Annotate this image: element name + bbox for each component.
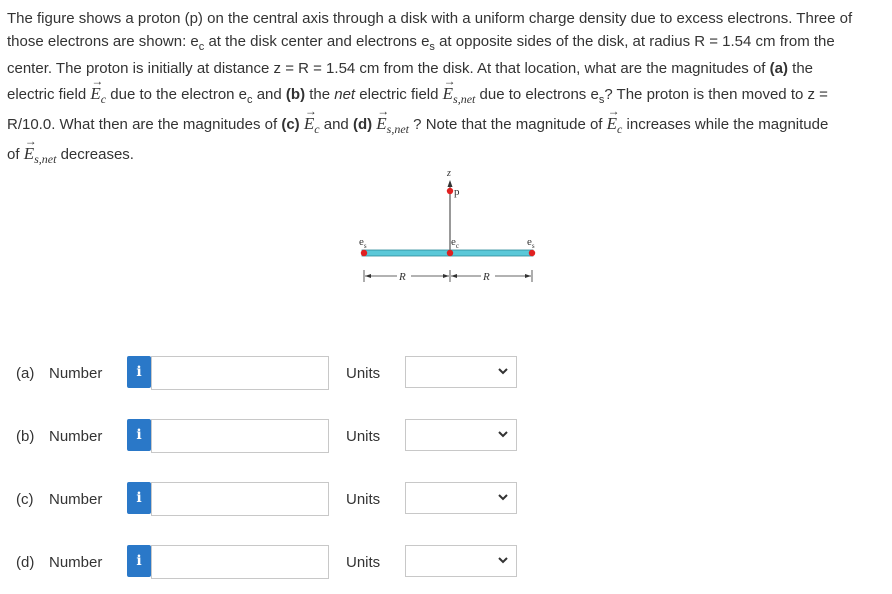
part-label: (c) <box>16 491 34 508</box>
question-line-1: The figure shows a proton (p) on the central axis through a disk with a uniform charge density due to excess electrons. Three of <box>7 10 853 27</box>
answer-row-c <box>16 482 516 516</box>
vector-E-snet: → E <box>23 133 37 163</box>
units-select-d[interactable] <box>405 545 517 577</box>
answer-row-b <box>16 419 516 453</box>
chevron-down-icon <box>496 364 510 378</box>
answer-input-a[interactable] <box>151 356 329 390</box>
units-label: Units <box>346 365 381 382</box>
electron-left-label: $e_s$ <box>359 236 367 250</box>
units-select-c[interactable] <box>405 482 517 514</box>
dimension-arrow <box>451 274 457 278</box>
proton <box>447 188 453 194</box>
info-icon[interactable]: i <box>127 545 151 577</box>
number-label: Number <box>49 365 103 382</box>
question-line-4: electric field → $E_c$ due to the electron $e_c$ and (b) the net electric field → $E_{s,net}$ due to electrons $e_s$? The proton is then moved to z = <box>7 73 828 106</box>
proton-label: p <box>454 186 460 198</box>
electron-left <box>361 250 367 256</box>
radius-label-left: R <box>399 271 406 283</box>
question-text <box>7 8 885 171</box>
dimension-arrow <box>365 274 371 278</box>
answer-row-d <box>16 545 516 579</box>
z-axis-label: z <box>447 168 451 179</box>
number-label: Number <box>49 554 103 571</box>
vector-E-snet: → E <box>376 104 390 134</box>
chevron-down-icon <box>496 427 510 441</box>
disk-figure <box>355 166 545 291</box>
part-label: (d) <box>16 554 35 571</box>
part-label: (a) <box>16 365 35 382</box>
z-axis-arrowhead <box>448 180 453 187</box>
question-line-2: those electrons are shown: $e_c$ at the disk center and electrons $e_s$ at opposite sides of the disk, at radius R = 1.54 cm from the <box>7 32 835 53</box>
units-label: Units <box>346 428 381 445</box>
electron-right-label: $e_s$ <box>527 236 535 250</box>
answer-input-b[interactable] <box>151 419 329 453</box>
dimension-arrow <box>443 274 449 278</box>
answer-row-a <box>16 356 516 390</box>
answer-input-c[interactable] <box>151 482 329 516</box>
units-select-a[interactable] <box>405 356 517 388</box>
vector-E-c: → E <box>606 104 620 134</box>
vector-E-snet: → E <box>442 73 456 103</box>
electron-center <box>447 250 453 256</box>
vector-E-c: → E <box>303 104 317 134</box>
radius-label-right: R <box>483 271 490 283</box>
units-label: Units <box>346 491 381 508</box>
info-icon[interactable]: i <box>127 482 151 514</box>
question-line-6: of → $E_{s,net}$ decreases. <box>7 133 134 166</box>
units-select-b[interactable] <box>405 419 517 451</box>
chevron-down-icon <box>496 553 510 567</box>
number-label: Number <box>49 428 103 445</box>
part-label: (b) <box>16 428 35 445</box>
info-icon[interactable]: i <box>127 419 151 451</box>
question-line-5: R/10.0. What then are the magnitudes of (c) → $E_c$ and (d) → $E_{s,net}$ ? Note that the magnitude of → $E_c$ increases while the magnitude <box>7 104 829 137</box>
number-label: Number <box>49 491 103 508</box>
electron-right <box>529 250 535 256</box>
units-label: Units <box>346 554 381 571</box>
vector-E-c: → E <box>90 73 104 103</box>
chevron-down-icon <box>496 490 510 504</box>
electron-center-label: $e_c$ <box>451 236 459 250</box>
dimension-arrow <box>525 274 531 278</box>
info-icon[interactable]: i <box>127 356 151 388</box>
answer-input-d[interactable] <box>151 545 329 579</box>
question-line-3: center. The proton is initially at distance z = R = 1.54 cm from the disk. At that location, what are the magnitudes of (a) the <box>7 60 814 78</box>
